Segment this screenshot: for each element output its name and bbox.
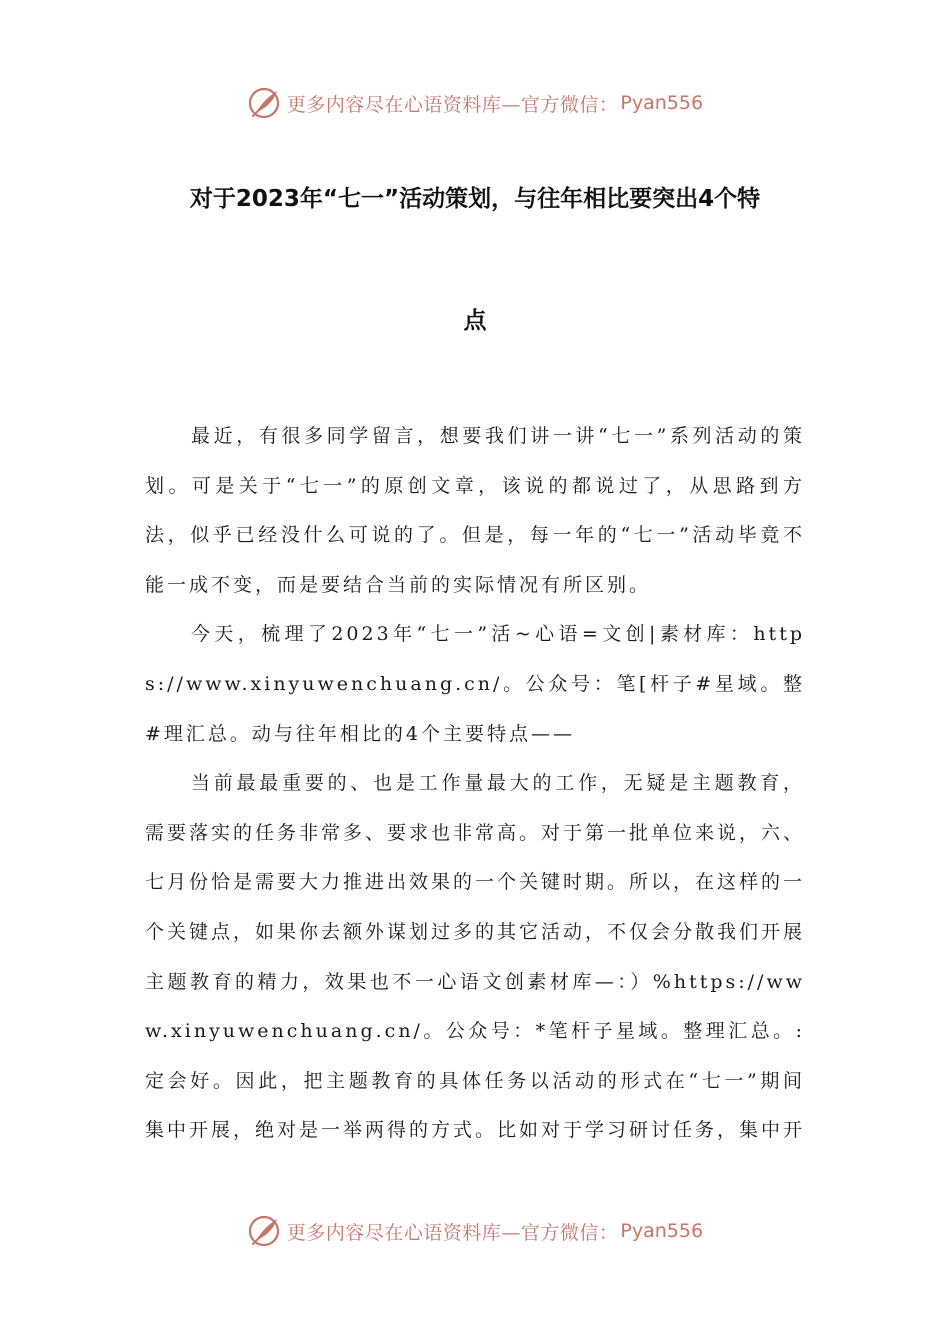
body-paragraph-3: 当前最最重要的、也是工作量最大的工作，无疑是主题教育，需要落实的任务非常多、要求也非常高。对于第一批单位来说，六、七月份恰是需要大力推进出效果的一个关键时期。所以，在这样的一个关键点，如果你去额外谋划过多的其它活动，不仅会分散我们开展主题教育的精力，效果也不一心语文创素材库—：）%https://www.xinyuwenchuang.cn/。公众号：*笔杆子星域。整理汇总。:定会好。因此，把主题教育的具体任务以活动的形式在“七一”期间集中开展，绝对是一举两得的方式。比如对于学习研讨任务，集中开 [145, 772, 806, 1142]
quill-logo-icon [247, 1213, 283, 1249]
document-title-line-1: 对于2023年“七一”活动策划，与往年相比要突出4个特 [189, 186, 761, 212]
watermark-wechat-id: Pyan556 [620, 92, 704, 114]
watermark-text: 更多内容尽在心语资料库—官方微信： [286, 93, 619, 116]
footer-watermark [0, 1211, 950, 1251]
document-title-line-2: 点 [463, 308, 487, 334]
document-body [145, 412, 805, 1156]
watermark-text: 更多内容尽在心语资料库—官方微信： [286, 1221, 619, 1244]
body-paragraph-1: 最近，有很多同学留言，想要我们讲一讲“七一”系列活动的策划。可是关于“七一”的原创文章，该说的都说过了，从思路到方法，似乎已经没什么可说的了。但是，每一年的“七一”活动毕竟不能一成不变，而是要结合当前的实际情况有所区别。 [145, 425, 805, 596]
body-paragraph-2: 今天，梳理了2023年“七一”活~心语=文创|素材库：https://www.xinyuwenchuang.cn/。公众号：笔[杆子#星域。整#理汇总。动与往年相比的4个主要特点—— [145, 623, 805, 745]
header-watermark [0, 83, 950, 123]
quill-logo-icon [247, 85, 283, 121]
watermark-wechat-id: Pyan556 [620, 1220, 704, 1242]
